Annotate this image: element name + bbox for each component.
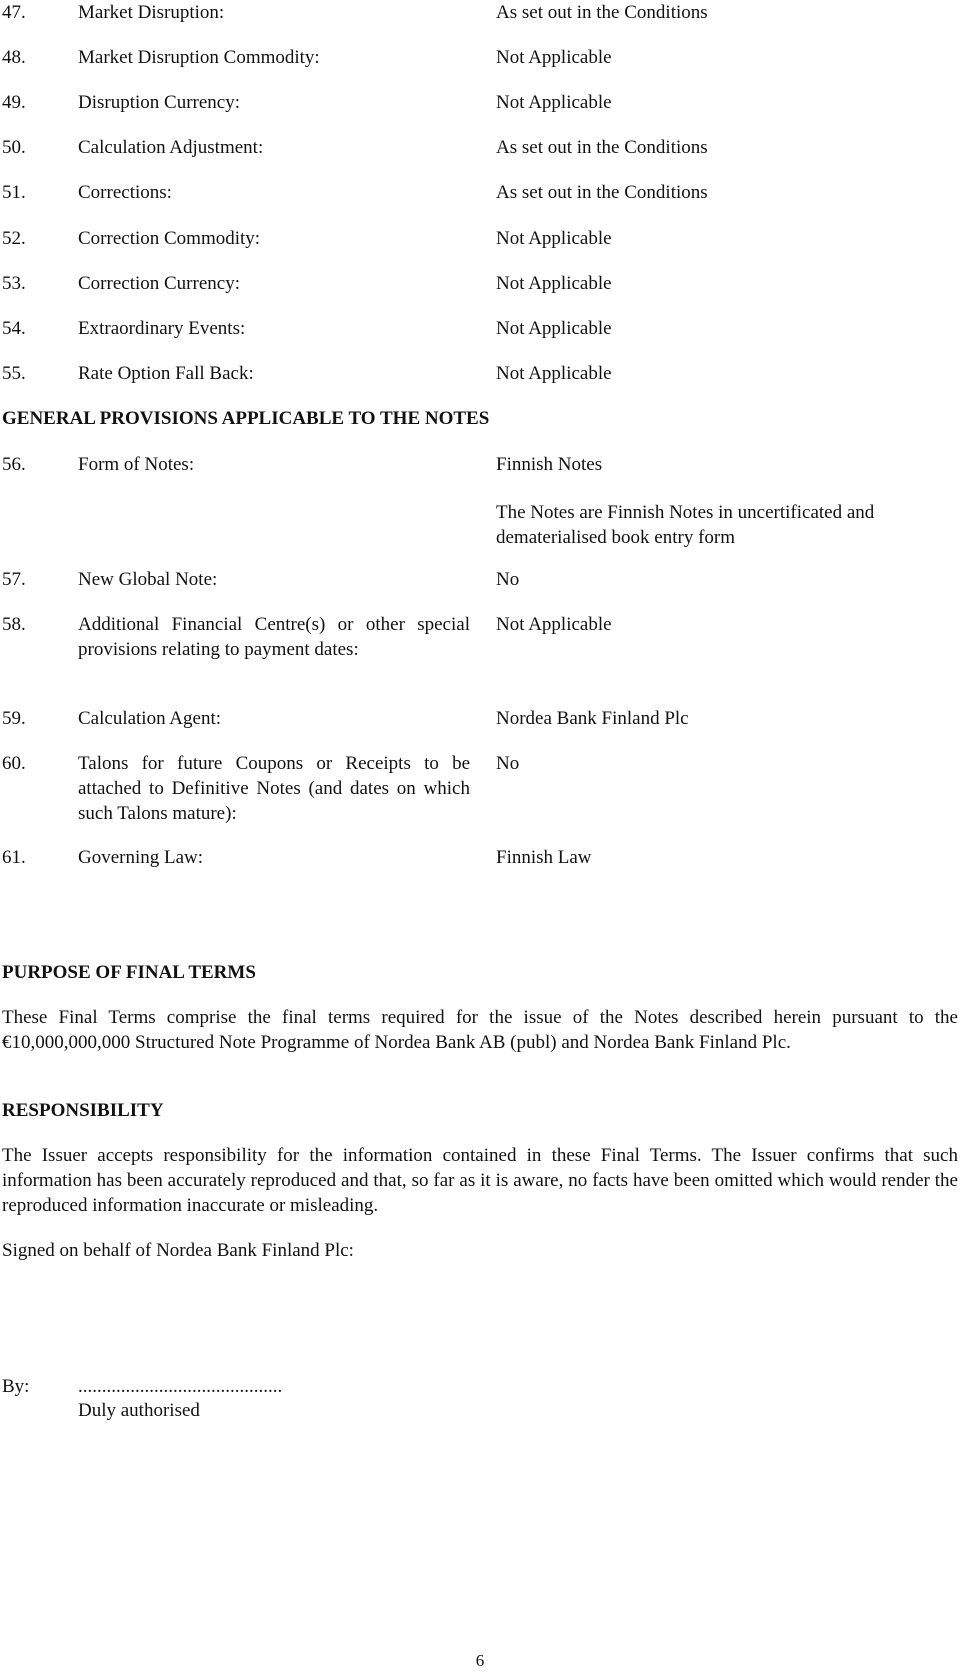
item-label: Market Disruption: <box>78 2 225 23</box>
item-number: 61. <box>2 847 26 868</box>
item-label: Form of Notes: <box>78 454 195 475</box>
item-value: No <box>496 753 520 774</box>
item-number: 47. <box>2 2 26 23</box>
item-label: Correction Commodity: <box>78 228 261 249</box>
item-label: Corrections: <box>78 182 172 203</box>
item-value: Not Applicable <box>496 92 612 113</box>
item-value: Nordea Bank Finland Plc <box>496 708 689 729</box>
item-value: Finnish Law <box>496 847 592 868</box>
item-number: 53. <box>2 273 26 294</box>
item-label: Calculation Adjustment: <box>78 137 264 158</box>
item-number: 58. <box>2 614 26 635</box>
item-label: Additional Financial Centre(s) or other special provisions relating to payment dates: <box>78 614 470 660</box>
item-number: 59. <box>2 708 26 729</box>
signature-role: Duly authorised <box>78 1400 200 1421</box>
item-number: 51. <box>2 182 26 203</box>
item-value: As set out in the Conditions <box>496 182 708 203</box>
item-label: Rate Option Fall Back: <box>78 363 254 384</box>
item-number: 60. <box>2 753 26 774</box>
item-number: 57. <box>2 569 26 590</box>
item-label: Market Disruption Commodity: <box>78 47 320 68</box>
item-number: 49. <box>2 92 26 113</box>
section-heading-responsibility: RESPONSIBILITY <box>2 1100 164 1121</box>
item-value-note: The Notes are Finnish Notes in uncertificated and dematerialised book entry form <box>496 502 875 548</box>
item-value: As set out in the Conditions <box>496 137 708 158</box>
item-value <box>496 452 956 550</box>
item-value: Not Applicable <box>496 273 612 294</box>
item-value: Not Applicable <box>496 363 612 384</box>
item-number: 50. <box>2 137 26 158</box>
item-value: Not Applicable <box>496 228 612 249</box>
item-number: 52. <box>2 228 26 249</box>
item-value: No <box>496 569 520 590</box>
item-value: Not Applicable <box>496 47 612 68</box>
item-label: Extraordinary Events: <box>78 318 246 339</box>
item-value: As set out in the Conditions <box>496 2 708 23</box>
item-number: 56. <box>2 454 26 475</box>
item-value: Not Applicable <box>496 318 612 339</box>
purpose-paragraph: These Final Terms comprise the final terms required for the issue of the Notes described herein pursuant to the €10,000,000,000 Structured Note Programme of Nordea Bank AB (publ) and Nordea Bank Finland Plc. <box>2 1007 958 1053</box>
item-value: Not Applicable <box>496 614 612 635</box>
item-value-main: Finnish Notes <box>496 454 603 475</box>
item-label: Correction Currency: <box>78 273 240 294</box>
section-heading-general-provisions: GENERAL PROVISIONS APPLICABLE TO THE NOTES <box>2 408 490 429</box>
signature-by-label: By: <box>2 1376 30 1397</box>
signature-line: ........................................... <box>78 1376 283 1397</box>
section-heading-purpose: PURPOSE OF FINAL TERMS <box>2 962 256 983</box>
item-label: Disruption Currency: <box>78 92 241 113</box>
item-number: 48. <box>2 47 26 68</box>
item-label: Talons for future Coupons or Receipts to be attached to Definitive Notes (and dates on which such Talons mature): <box>78 753 470 824</box>
item-number: 55. <box>2 363 26 384</box>
page-number: 6 <box>475 1651 485 1670</box>
item-label: Calculation Agent: <box>78 708 222 729</box>
responsibility-paragraph: The Issuer accepts responsibility for the information contained in these Final Terms. The Issuer confirms that such information has been accurately reproduced and that, so far as it is aware, no facts have been omitted which would render the reproduced information inaccurate or misleading. <box>2 1145 958 1216</box>
item-label: New Global Note: <box>78 569 218 590</box>
signed-on-behalf-text: Signed on behalf of Nordea Bank Finland Plc: <box>2 1240 354 1261</box>
item-label: Governing Law: <box>78 847 204 868</box>
item-number: 54. <box>2 318 26 339</box>
